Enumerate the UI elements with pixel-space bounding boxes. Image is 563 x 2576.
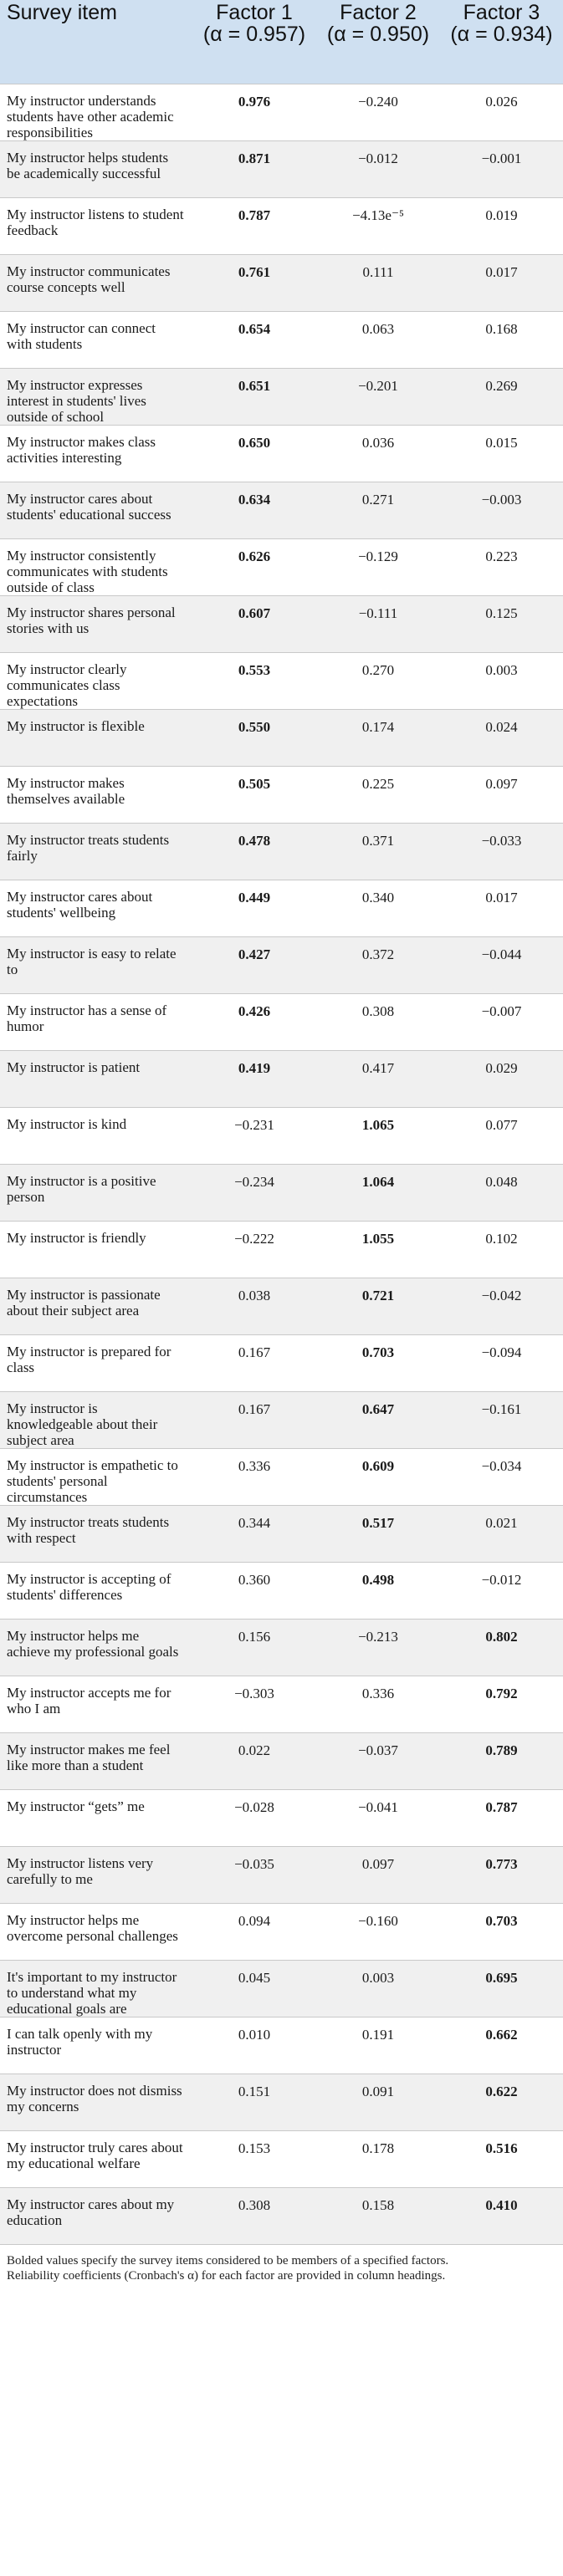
- table-row: [0, 1221, 563, 1278]
- table-row: [0, 652, 563, 709]
- factor-1-loading-cell: 0.427: [192, 936, 316, 993]
- factor-1-loading-cell: −0.222: [192, 1221, 316, 1278]
- factor-3-alpha: (α = 0.934): [450, 23, 553, 46]
- factor-1-label: Factor 1: [216, 1, 293, 24]
- factor-1-alpha: (α = 0.957): [202, 23, 306, 46]
- survey-item-cell: My instructor listens very carefully to me: [0, 1846, 192, 1903]
- factor-1-loading-cell: 0.626: [192, 538, 316, 595]
- factor-2-loading-cell: −0.111: [316, 595, 440, 652]
- factor-2-loading-cell: 0.371: [316, 823, 440, 880]
- table-row: [0, 2074, 563, 2130]
- factor-1-loading-cell: 0.449: [192, 880, 316, 936]
- table-row: [0, 1448, 563, 1505]
- factor-2-loading-cell: 0.174: [316, 709, 440, 766]
- factor-2-loading-cell: 0.721: [316, 1278, 440, 1334]
- factor-3-loading-cell: 0.662: [440, 2017, 563, 2074]
- factor-2-loading-cell: 0.609: [316, 1448, 440, 1505]
- factor-1-loading-cell: −0.231: [192, 1107, 316, 1164]
- factor-2-loading-cell: 1.065: [316, 1107, 440, 1164]
- factor-2-loading-cell: −4.13e⁻⁵: [316, 197, 440, 254]
- table-row: [0, 1789, 563, 1846]
- factor-1-loading-cell: −0.035: [192, 1846, 316, 1903]
- factor-1-loading-cell: 0.761: [192, 254, 316, 311]
- factor-1-loading-cell: 0.871: [192, 140, 316, 197]
- factor-1-loading-cell: 0.156: [192, 1619, 316, 1676]
- table-row: [0, 84, 563, 140]
- factor-2-label: Factor 2: [340, 1, 417, 24]
- factor-1-loading-cell: 0.787: [192, 197, 316, 254]
- factor-3-loading-cell: 0.695: [440, 1960, 563, 2017]
- factor-2-loading-cell: 0.063: [316, 311, 440, 368]
- survey-item-cell: My instructor is easy to relate to: [0, 936, 192, 993]
- survey-item-cell: My instructor is patient: [0, 1050, 192, 1107]
- survey-item-cell: My instructor communicates course concepts well: [0, 254, 192, 311]
- table-row: [0, 538, 563, 595]
- factor-3-loading-cell: 0.017: [440, 880, 563, 936]
- factor-2-loading-cell: 0.271: [316, 482, 440, 538]
- survey-item-cell: My instructor clearly communicates class expectations: [0, 652, 192, 709]
- table-row: [0, 1391, 563, 1448]
- survey-item-cell: My instructor is flexible: [0, 709, 192, 766]
- factor-3-loading-cell: 0.622: [440, 2074, 563, 2130]
- factor-1-loading-cell: 0.094: [192, 1903, 316, 1960]
- table-row: [0, 1903, 563, 1960]
- factor-3-loading-cell: 0.789: [440, 1732, 563, 1789]
- factor-3-loading-cell: 0.026: [440, 84, 563, 140]
- factor-1-loading-cell: 0.478: [192, 823, 316, 880]
- table-row: [0, 1334, 563, 1391]
- survey-item-cell: My instructor cares about students' educational success: [0, 482, 192, 538]
- survey-item-cell: My instructor is a positive person: [0, 1164, 192, 1221]
- factor-3-loading-cell: 0.097: [440, 766, 563, 823]
- factor-2-loading-cell: 0.308: [316, 993, 440, 1050]
- table-row: [0, 311, 563, 368]
- factor-3-loading-cell: −0.012: [440, 1562, 563, 1619]
- factor-2-loading-cell: −0.160: [316, 1903, 440, 1960]
- factor-1-loading-cell: 0.650: [192, 425, 316, 482]
- survey-item-cell: My instructor cares about my education: [0, 2187, 192, 2244]
- survey-item-cell: My instructor “gets” me: [0, 1789, 192, 1846]
- factor-1-loading-cell: 0.344: [192, 1505, 316, 1562]
- factor-3-label: Factor 3: [463, 1, 540, 24]
- factor-3-loading-cell: −0.161: [440, 1391, 563, 1448]
- factor-3-loading-cell: 0.516: [440, 2130, 563, 2187]
- survey-item-cell: My instructor truly cares about my educational welfare: [0, 2130, 192, 2187]
- factor-2-alpha: (α = 0.950): [326, 23, 430, 46]
- table-row: [0, 880, 563, 936]
- survey-item-cell: My instructor helps me overcome personal challenges: [0, 1903, 192, 1960]
- factor-2-loading-cell: −0.129: [316, 538, 440, 595]
- survey-item-cell: My instructor is empathetic to students' personal circumstances: [0, 1448, 192, 1505]
- factor-1-loading-cell: 0.336: [192, 1448, 316, 1505]
- survey-item-cell: My instructor listens to student feedback: [0, 197, 192, 254]
- factor-2-loading-cell: 0.703: [316, 1334, 440, 1391]
- factor-1-loading-cell: 0.045: [192, 1960, 316, 2017]
- table-footnote: [0, 2244, 563, 2283]
- factor-2-loading-cell: 1.064: [316, 1164, 440, 1221]
- factor-1-loading-cell: 0.419: [192, 1050, 316, 1107]
- survey-item-cell: My instructor cares about students' wellbeing: [0, 880, 192, 936]
- table-row: [0, 993, 563, 1050]
- factor-2-loading-cell: 0.647: [316, 1391, 440, 1448]
- factor-1-loading-cell: 0.308: [192, 2187, 316, 2244]
- factor-1-loading-cell: 0.976: [192, 84, 316, 140]
- factor-2-loading-cell: −0.041: [316, 1789, 440, 1846]
- footnote-bold-note: Bolded values specify the survey items considered to be members of a specified factors.: [7, 2254, 449, 2267]
- survey-item-cell: My instructor helps students be academically successful: [0, 140, 192, 197]
- factor-2-loading-cell: 0.097: [316, 1846, 440, 1903]
- table-row: [0, 254, 563, 311]
- factor-3-loading-cell: 0.019: [440, 197, 563, 254]
- table-row: [0, 197, 563, 254]
- factor-1-loading-cell: 0.505: [192, 766, 316, 823]
- factor-3-loading-cell: 0.802: [440, 1619, 563, 1676]
- factor-3-loading-cell: 0.021: [440, 1505, 563, 1562]
- survey-item-cell: My instructor understands students have other academic responsibilities: [0, 84, 192, 140]
- factor-2-header: [316, 0, 440, 84]
- survey-item-cell: My instructor shares personal stories with us: [0, 595, 192, 652]
- factor-1-loading-cell: 0.553: [192, 652, 316, 709]
- factor-3-loading-cell: −0.042: [440, 1278, 563, 1334]
- factor-3-loading-cell: 0.125: [440, 595, 563, 652]
- factor-2-loading-cell: 0.270: [316, 652, 440, 709]
- survey-item-cell: My instructor helps me achieve my professional goals: [0, 1619, 192, 1676]
- factor-1-loading-cell: 0.167: [192, 1391, 316, 1448]
- factor-3-loading-cell: 0.269: [440, 368, 563, 425]
- survey-item-cell: My instructor can connect with students: [0, 311, 192, 368]
- factor-2-loading-cell: −0.213: [316, 1619, 440, 1676]
- factor-2-loading-cell: 0.111: [316, 254, 440, 311]
- table-row: [0, 1960, 563, 2017]
- survey-item-cell: My instructor consistently communicates with students outside of class: [0, 538, 192, 595]
- factor-3-loading-cell: 0.102: [440, 1221, 563, 1278]
- survey-item-cell: My instructor is knowledgeable about their subject area: [0, 1391, 192, 1448]
- table-body: [0, 84, 563, 2244]
- footnote-reliability-note: Reliability coefficients (Cronbach's α) for each factor are provided in column headings.: [7, 2269, 446, 2283]
- table-row: [0, 425, 563, 482]
- survey-item-cell: My instructor is kind: [0, 1107, 192, 1164]
- factor-2-loading-cell: −0.240: [316, 84, 440, 140]
- factor-3-loading-cell: 0.024: [440, 709, 563, 766]
- table-row: [0, 140, 563, 197]
- table-header: [0, 0, 563, 84]
- factor-3-loading-cell: −0.033: [440, 823, 563, 880]
- factor-3-loading-cell: 0.410: [440, 2187, 563, 2244]
- factor-3-loading-cell: 0.168: [440, 311, 563, 368]
- factor-3-header: [440, 0, 563, 84]
- table-row: [0, 2187, 563, 2244]
- factor-3-loading-cell: 0.703: [440, 1903, 563, 1960]
- survey-item-cell: It's important to my instructor to understand what my educational goals are: [0, 1960, 192, 2017]
- table-row: [0, 936, 563, 993]
- factor-1-loading-cell: −0.234: [192, 1164, 316, 1221]
- factor-2-loading-cell: 0.158: [316, 2187, 440, 2244]
- factor-1-loading-cell: 0.360: [192, 1562, 316, 1619]
- survey-item-cell: My instructor treats students fairly: [0, 823, 192, 880]
- factor-3-loading-cell: −0.003: [440, 482, 563, 538]
- factor-3-loading-cell: 0.792: [440, 1676, 563, 1732]
- factor-3-loading-cell: 0.003: [440, 652, 563, 709]
- factor-3-loading-cell: 0.077: [440, 1107, 563, 1164]
- survey-item-cell: My instructor makes themselves available: [0, 766, 192, 823]
- factor-2-loading-cell: −0.201: [316, 368, 440, 425]
- table-row: [0, 1164, 563, 1221]
- survey-item-cell: My instructor makes me feel like more than a student: [0, 1732, 192, 1789]
- factor-1-loading-cell: −0.028: [192, 1789, 316, 1846]
- factor-2-loading-cell: 0.003: [316, 1960, 440, 2017]
- table-row: [0, 1562, 563, 1619]
- table-row: [0, 766, 563, 823]
- table-row: [0, 1619, 563, 1676]
- factor-2-loading-cell: 0.036: [316, 425, 440, 482]
- table-row: [0, 482, 563, 538]
- factor-1-loading-cell: 0.634: [192, 482, 316, 538]
- survey-item-cell: My instructor has a sense of humor: [0, 993, 192, 1050]
- factor-1-loading-cell: 0.607: [192, 595, 316, 652]
- factor-2-loading-cell: 0.517: [316, 1505, 440, 1562]
- table-row: [0, 1676, 563, 1732]
- header-row: [0, 0, 563, 84]
- factor-2-loading-cell: 0.091: [316, 2074, 440, 2130]
- factor-1-loading-cell: 0.651: [192, 368, 316, 425]
- factor-3-loading-cell: 0.773: [440, 1846, 563, 1903]
- factor-3-loading-cell: 0.017: [440, 254, 563, 311]
- table-row: [0, 709, 563, 766]
- factor-3-loading-cell: −0.007: [440, 993, 563, 1050]
- survey-item-cell: My instructor accepts me for who I am: [0, 1676, 192, 1732]
- table-row: [0, 1732, 563, 1789]
- factor-1-loading-cell: 0.010: [192, 2017, 316, 2074]
- factor-2-loading-cell: 0.336: [316, 1676, 440, 1732]
- table-row: [0, 368, 563, 425]
- factor-2-loading-cell: 0.498: [316, 1562, 440, 1619]
- factor-1-loading-cell: −0.303: [192, 1676, 316, 1732]
- factor-2-loading-cell: 0.178: [316, 2130, 440, 2187]
- table-row: [0, 1505, 563, 1562]
- survey-item-cell: My instructor expresses interest in students' lives outside of school: [0, 368, 192, 425]
- table-row: [0, 2130, 563, 2187]
- survey-item-cell: My instructor is accepting of students' differences: [0, 1562, 192, 1619]
- table-row: [0, 1050, 563, 1107]
- factor-1-loading-cell: 0.151: [192, 2074, 316, 2130]
- factor-3-loading-cell: 0.029: [440, 1050, 563, 1107]
- factor-1-loading-cell: 0.550: [192, 709, 316, 766]
- factor-1-loading-cell: 0.426: [192, 993, 316, 1050]
- factor-1-loading-cell: 0.167: [192, 1334, 316, 1391]
- factor-2-loading-cell: 1.055: [316, 1221, 440, 1278]
- survey-item-cell: My instructor treats students with respect: [0, 1505, 192, 1562]
- factor-1-loading-cell: 0.038: [192, 1278, 316, 1334]
- table-row: [0, 823, 563, 880]
- survey-item-cell: My instructor does not dismiss my concerns: [0, 2074, 192, 2130]
- factor-1-loading-cell: 0.022: [192, 1732, 316, 1789]
- table-row: [0, 1107, 563, 1164]
- factor-3-loading-cell: 0.787: [440, 1789, 563, 1846]
- factor-3-loading-cell: −0.044: [440, 936, 563, 993]
- factor-2-loading-cell: 0.225: [316, 766, 440, 823]
- survey-item-cell: My instructor is friendly: [0, 1221, 192, 1278]
- factor-3-loading-cell: 0.223: [440, 538, 563, 595]
- table-row: [0, 595, 563, 652]
- factor-2-loading-cell: −0.012: [316, 140, 440, 197]
- factor-3-loading-cell: 0.048: [440, 1164, 563, 1221]
- factor-2-loading-cell: 0.340: [316, 880, 440, 936]
- factor-2-loading-cell: 0.191: [316, 2017, 440, 2074]
- factor-1-loading-cell: 0.153: [192, 2130, 316, 2187]
- factor-3-loading-cell: 0.015: [440, 425, 563, 482]
- factor-2-loading-cell: −0.037: [316, 1732, 440, 1789]
- factor-3-loading-cell: −0.034: [440, 1448, 563, 1505]
- table-row: [0, 2017, 563, 2074]
- table-row: [0, 1846, 563, 1903]
- table-row: [0, 1278, 563, 1334]
- survey-item-header: Survey item: [7, 1, 117, 24]
- factor-3-loading-cell: −0.094: [440, 1334, 563, 1391]
- factor-1-loading-cell: 0.654: [192, 311, 316, 368]
- survey-item-cell: I can talk openly with my instructor: [0, 2017, 192, 2074]
- factor-2-loading-cell: 0.417: [316, 1050, 440, 1107]
- factor-3-loading-cell: −0.001: [440, 140, 563, 197]
- factor-1-header: [192, 0, 316, 84]
- factor-2-loading-cell: 0.372: [316, 936, 440, 993]
- survey-item-cell: My instructor is passionate about their subject area: [0, 1278, 192, 1334]
- survey-item-cell: My instructor makes class activities interesting: [0, 425, 192, 482]
- survey-item-cell: My instructor is prepared for class: [0, 1334, 192, 1391]
